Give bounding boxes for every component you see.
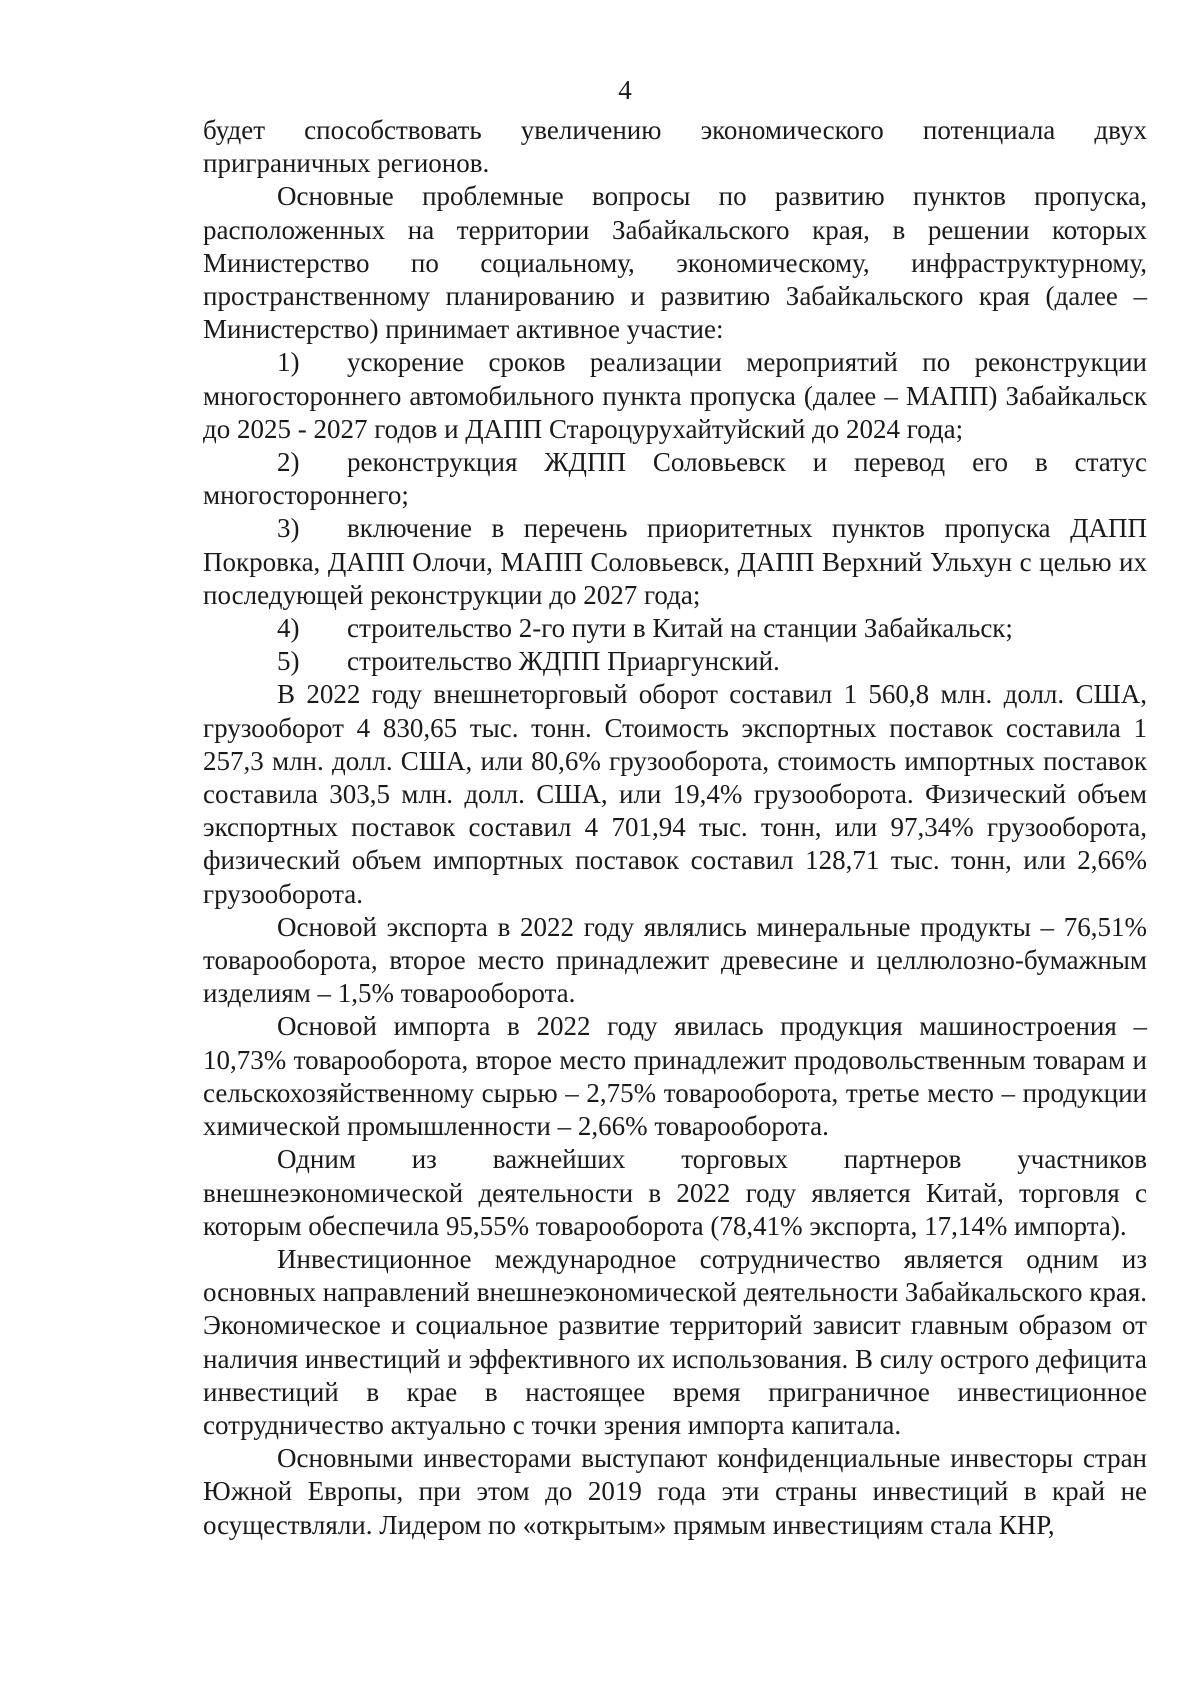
list-item-number: 2)	[277, 447, 300, 478]
list-item-number: 5)	[277, 646, 300, 677]
list-item-number: 1)	[277, 347, 300, 378]
list-item	[203, 346, 1147, 446]
list-item-number: 3)	[277, 513, 300, 544]
page-number: 4	[618, 75, 632, 105]
paragraph-continuation: будет способствовать увеличению экономического потенциала двух приграничных регионов.	[203, 115, 1147, 179]
list-item	[203, 645, 1147, 678]
list-item-text: включение в перечень приоритетных пунктов пропуска ДАПП Покровка, ДАПП Олочи, МАПП Соловьевск, ДАПП Верхний Ульхун с целью их последующей реконструкции до 2027 года;	[203, 513, 1147, 610]
paragraph-export-structure: Основой экспорта в 2022 году являлись минеральные продукты – 76,51% товарооборота, второе место принадлежит древесине и целлюлозно-бумажным изделиям – 1,5% товарооборота.	[203, 911, 1147, 1009]
paragraph-trade-turnover: В 2022 году внешнеторговый оборот составил 1 560,8 млн. долл. США, грузооборот 4 830,65 тыс. тонн. Стоимость экспортных поставок составила 1 257,3 млн. долл. США, или 80,6% грузооборота, стоимость импортных поставок составила 303,5 млн. долл. США, или 19,4% грузооборота. Физический объем экспортных поставок составил 4 701,94 тыс. тонн, или 97,34% грузооборота, физический объем импортных поставок составил 128,71 тыс. тонн, или 2,66% грузооборота.	[203, 679, 1147, 909]
document-body	[203, 114, 1147, 1542]
list-item-text: реконструкция ЖДПП Соловьевск и перевод его в статус многостороннего;	[203, 447, 1147, 511]
list-item	[203, 612, 1147, 645]
list-item-text: ускорение сроков реализации мероприятий по реконструкции многостороннего автомобильного пункта пропуска (далее – МАПП) Забайкальск до 2025 - 2027 годов и ДАПП Староцурухайтуйский до 2024 года;	[203, 347, 1147, 444]
list-item	[203, 446, 1147, 512]
paragraph-investment-cooperation: Инвестиционное международное сотрудничество является одним из основных направлений внешнеэкономической деятельности Забайкальского края. Экономическое и социальное развитие территорий зависит главным образом от наличия инвестиций и эффективного их использования. В силу острого дефицита инвестиций в крае в настоящее время приграничное инвестиционное сотрудничество актуально с точки зрения импорта капитала.	[203, 1243, 1147, 1440]
paragraph-problem-issues: Основные проблемные вопросы по развитию пунктов пропуска, расположенных на территории Забайкальского края, в решении которых Министерство по социальному, экономическому, инфраструктурному, пространственному планированию и развитию Забайкальского края (далее – Министерство) принимает активное участие:	[203, 181, 1147, 345]
list-item	[203, 512, 1147, 612]
paragraph-import-structure: Основой импорта в 2022 году явилась продукция машиностроения – 10,73% товарооборота, второе место принадлежит продовольственным товарам и сельскохозяйственному сырью – 2,75% товарооборота, третье место – продукции химической промышленности – 2,66% товарооборота.	[203, 1011, 1147, 1142]
list-item-text: строительство ЖДПП Приаргунский.	[347, 646, 780, 677]
list-item-number: 4)	[277, 613, 300, 644]
list-item-text: строительство 2-го пути в Китай на станции Забайкальск;	[347, 613, 1013, 644]
paragraph-main-investors: Основными инвесторами выступают конфиденциальные инвесторы стран Южной Европы, при этом до 2019 года эти страны инвестиций в край не осуществляли. Лидером по «открытым» прямым инвестициям стала КНР,	[203, 1443, 1147, 1540]
paragraph-trade-partners: Одним из важнейших торговых партнеров участников внешнеэкономической деятельности в 2022 году является Китай, торговля с которым обеспечила 95,55% товарооборота (78,41% экспорта, 17,14% импорта).	[203, 1144, 1147, 1241]
